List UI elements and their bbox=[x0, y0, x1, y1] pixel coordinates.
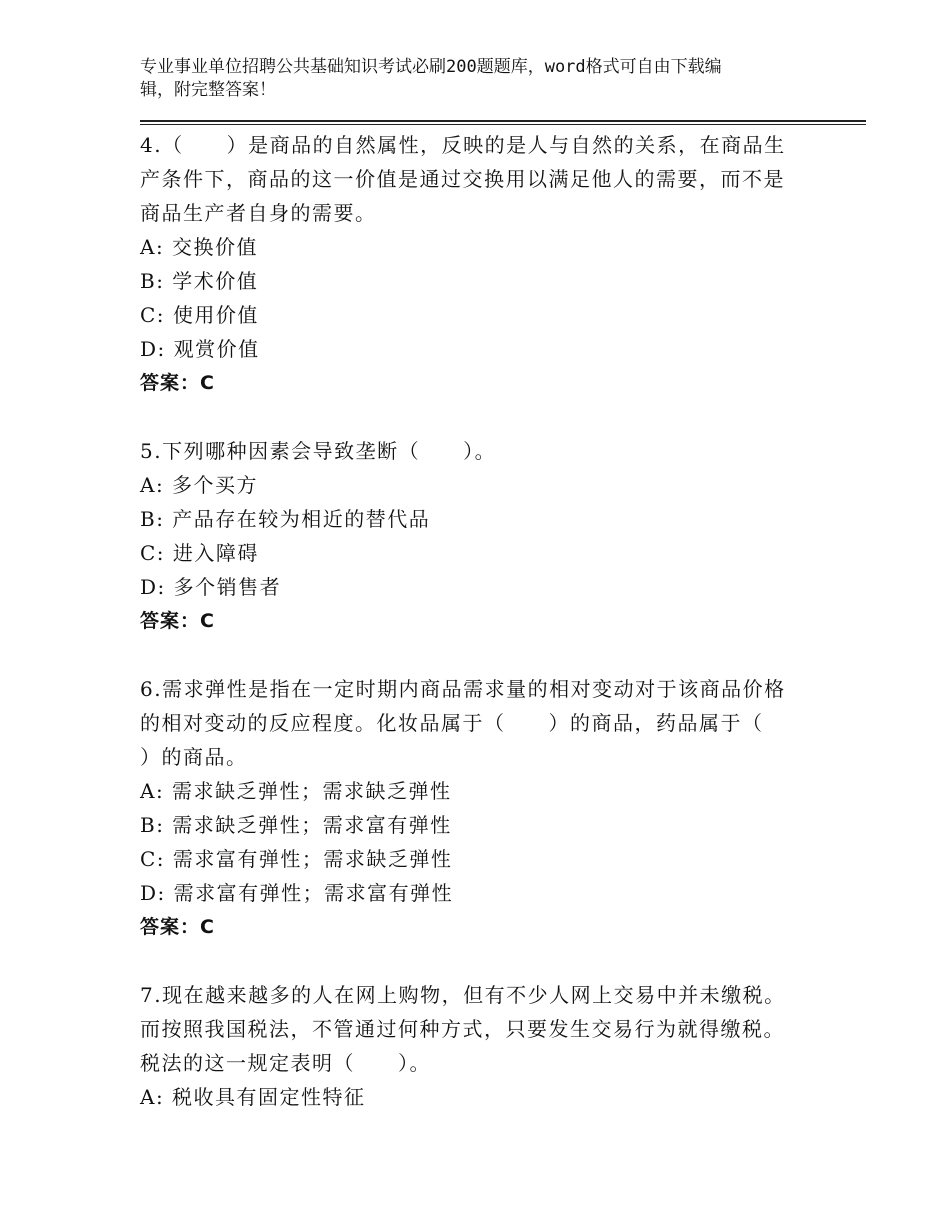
question-stem-line: 4.（ ）是商品的自然属性，反映的是人与自然的关系，在商品生 bbox=[140, 133, 786, 157]
option-a: A: 交换价值 bbox=[140, 235, 259, 259]
question-stem-line: 6.需求弹性是指在一定时期内商品需求量的相对变动对于该商品价格 bbox=[140, 677, 786, 701]
header-line-2: 辑，附完整答案！ bbox=[140, 80, 276, 100]
question-6 bbox=[140, 672, 820, 944]
option-a: A: 需求缺乏弹性；需求缺乏弹性 bbox=[140, 779, 452, 803]
option-c: C: 使用价值 bbox=[140, 303, 259, 327]
question-5 bbox=[140, 434, 820, 638]
question-stem-line: 商品生产者自身的需要。 bbox=[140, 201, 377, 225]
option-d: D: 观赏价值 bbox=[140, 337, 260, 361]
header-divider-thick bbox=[140, 120, 866, 122]
header-divider-thin bbox=[140, 124, 866, 125]
option-a: A: 税收具有固定性特征 bbox=[140, 1085, 366, 1109]
option-b: B: 需求缺乏弹性；需求富有弹性 bbox=[140, 813, 452, 837]
option-d: D: 多个销售者 bbox=[140, 575, 282, 599]
question-stem-line: 的相对变动的反应程度。化妆品属于（ ）的商品，药品属于（ bbox=[140, 711, 764, 735]
question-spacer bbox=[140, 638, 820, 672]
question-spacer bbox=[140, 400, 820, 434]
option-a: A: 多个买方 bbox=[140, 473, 259, 497]
question-spacer bbox=[140, 944, 820, 978]
option-c: C: 需求富有弹性；需求缺乏弹性 bbox=[140, 847, 453, 871]
question-stem-line: 产条件下，商品的这一价值是通过交换用以满足他人的需要，而不是 bbox=[140, 167, 785, 191]
question-stem-line: 税法的这一规定表明（ ）。 bbox=[140, 1051, 431, 1075]
option-b: B: 学术价值 bbox=[140, 269, 259, 293]
option-b: B: 产品存在较为相近的替代品 bbox=[140, 507, 431, 531]
document-header bbox=[140, 56, 790, 102]
question-7 bbox=[140, 978, 820, 1114]
question-stem-line: 而按照我国税法，不管通过何种方式，只要发生交易行为就得缴税。 bbox=[140, 1017, 785, 1041]
question-stem-line: 7.现在越来越多的人在网上购物，但有不少人网上交易中并未缴税。 bbox=[140, 983, 786, 1007]
question-stem-line: ）的商品。 bbox=[140, 745, 248, 769]
option-c: C: 进入障碍 bbox=[140, 541, 259, 565]
answer: 答案：C bbox=[140, 916, 215, 938]
answer: 答案：C bbox=[140, 610, 215, 632]
question-stem-line: 5.下列哪种因素会导致垄断（ ）。 bbox=[140, 439, 497, 463]
question-4 bbox=[140, 128, 820, 400]
question-list bbox=[140, 128, 820, 1114]
header-line-1: 专业事业单位招聘公共基础知识考试必刷200题题库，word格式可自由下载编 bbox=[140, 57, 722, 77]
option-d: D: 需求富有弹性；需求富有弹性 bbox=[140, 881, 454, 905]
answer: 答案：C bbox=[140, 372, 215, 394]
